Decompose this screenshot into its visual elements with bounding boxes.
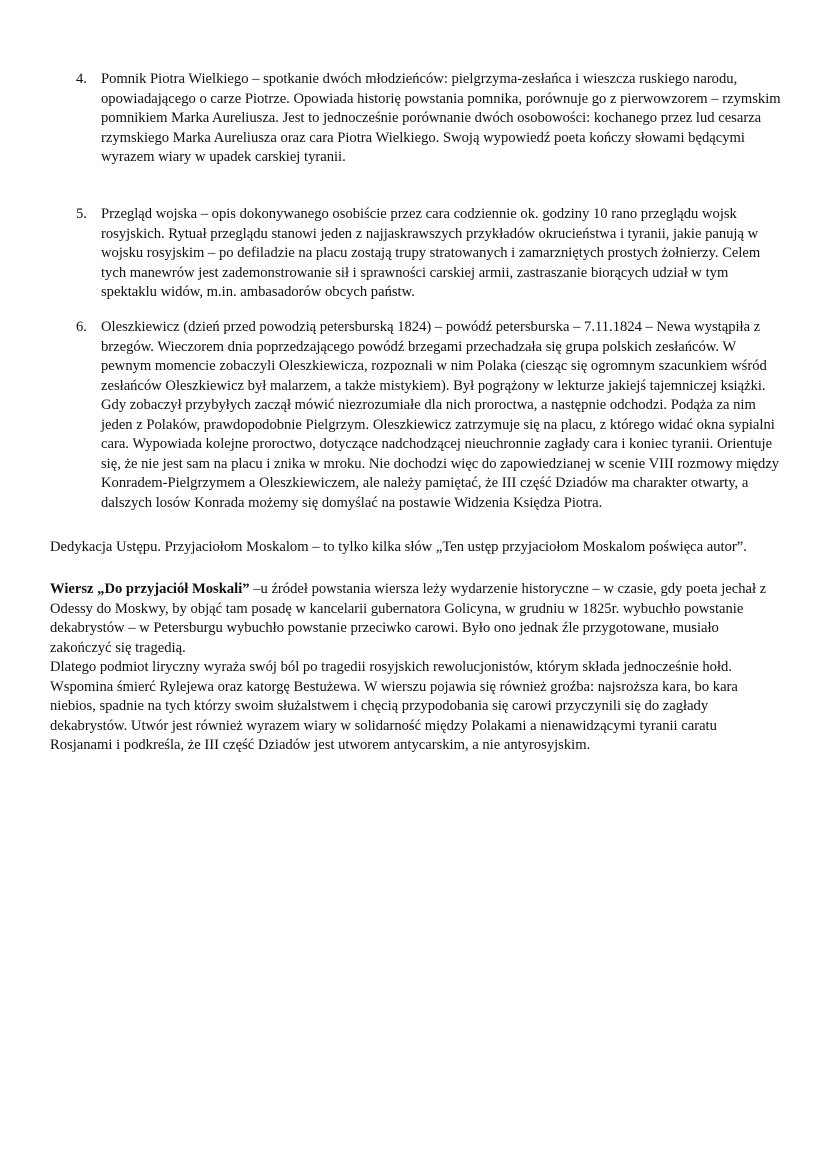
dedication-paragraph: Dedykacja Ustępu. Przyjaciołom Moskalom – to tylko kilka słów „Ten ustęp przyjaciołom Moskalom poświęca autor”. [50, 539, 747, 555]
list-item-text: Oleszkiewicz (dzień przed powodzią petersburską 1824) – powódź petersburska – 7.11.1824 – Newa wystąpiła z brzegów. Wieczorem dnia poprzedzającego powódź brzegami przechadzała się grupa polskich zesłańców. W pewnym momencie zobaczyli Oleszkiewicza, rozpoznali w nim Polaka (ciesząc się ogromnym szacunkiem wśród zesłańców Oleszkiewicz był malarzem, a także mistykiem). Był pogrążony w lekturze jakiejś tajemniczej książki. Gdy zobaczył przybyłych zaczął mówić niezrozumiałe dla nich proroctwa, a następnie odchodzi. Podąża za nim jeden z Polaków, prawdopodobnie Pielgrzym. Oleszkiewicz zatrzymuje się na placu, z którego widać okna sypialni cara. Wypowiada kolejne proroctwo, dotyczące nadchodzącej nieuchronnie zagłady cara i koniec tyranii. Orientuje się, że nie jest sam na placu i znika w mroku. Nie dochodzi więc do zapowiedzianej w scenie VIII rozmowy między Konradem-Pielgrzymem a Oleszkiewiczem, ale należy pamiętać, że III część Dziadów ma charakter otwarty, a dalszych losów Konrada możemy się domyślać na postawie Widzenia Księdza Piotra. [101, 319, 780, 511]
poem-continuation: Dlatego podmiot liryczny wyraża swój ból po tragedii rosyjskich rewolucjonistów, którym składa jednocześnie hołd. Wspomina śmierć Rylejewa oraz katorgę Bestużewa. W wierszu pojawia się również groźba: najsroższa kara, bo kara niebios, spadnie na tych którzy swoim służalstwem i chęcią przypodobania się carowi przyczynili się do zagłady dekabrystów. Utwór jest również wyrazem wiary w solidarność między Polakami a nienawidzącymi tyranii caratu Rosjanami i podkreśla, że III część Dziadów jest utworem antycarskim, a nie antyrosyjskim. [50, 659, 738, 753]
list-number: 6. [76, 319, 87, 335]
poem-intro [50, 580, 782, 658]
list-number: 4. [76, 71, 87, 87]
list-item-text: Przegląd wojska – opis dokonywanego osobiście przez cara codziennie ok. godziny 10 rano przeglądu wojsk rosyjskich. Rytuał przeglądu stanowi jeden z najjaskrawszych przykładów okrucieństwa i tyranii, jakie panują w wojsku rosyjskim – po defiladzie na placu zostają trupy stratowanych i zamarzniętych prostych żołnierzy. Celem tych manewrów jest zademonstrowanie sił i sprawności carskiej armii, zastraszanie biorących udział w tym spektaklu widów, m.in. ambasadorów obcych państw. [101, 206, 761, 300]
list-number: 5. [76, 206, 87, 222]
list-item-6 [76, 318, 781, 513]
poem-title: Wiersz „Do przyjaciół Moskali” [50, 581, 250, 597]
poem-paragraph [50, 580, 782, 756]
list-item-text: Pomnik Piotra Wielkiego – spotkanie dwóch młodzieńców: pielgrzyma-zesłańca i wieszcza ruskiego narodu, opowiadającego o carze Piotrze. Opowiada historię powstania pomnika, porównuje go z pierwowzorem – rzymskim pomnikiem Marka Aureliusza. Jest to jednocześnie porównanie dwóch osobowości: kochanego przez lud cesarza rzymskiego Marka Aureliusza oraz cara Piotra Wielkiego. Swoją wypowiedź poeta kończy słowami będącymi wyrazem wiary w upadek carskiej tyranii. [101, 71, 781, 165]
poem-intro-text: –u źródeł powstania wiersza leży wydarzenie historyczne – w czasie, gdy poeta jechał z Odessy do Moskwy, by objąć tam posadę w kancelarii gubernatora Golicyna, w grudniu w 1825r. wybuchło powstanie dekabrystów – w Petersburgu wybuchło powstanie przeciwko carowi. Było ono jednak źle przygotowane, musiało zakończyć się tragedią. [50, 581, 767, 656]
list-item-5 [76, 205, 781, 303]
list-item-4 [76, 70, 781, 168]
